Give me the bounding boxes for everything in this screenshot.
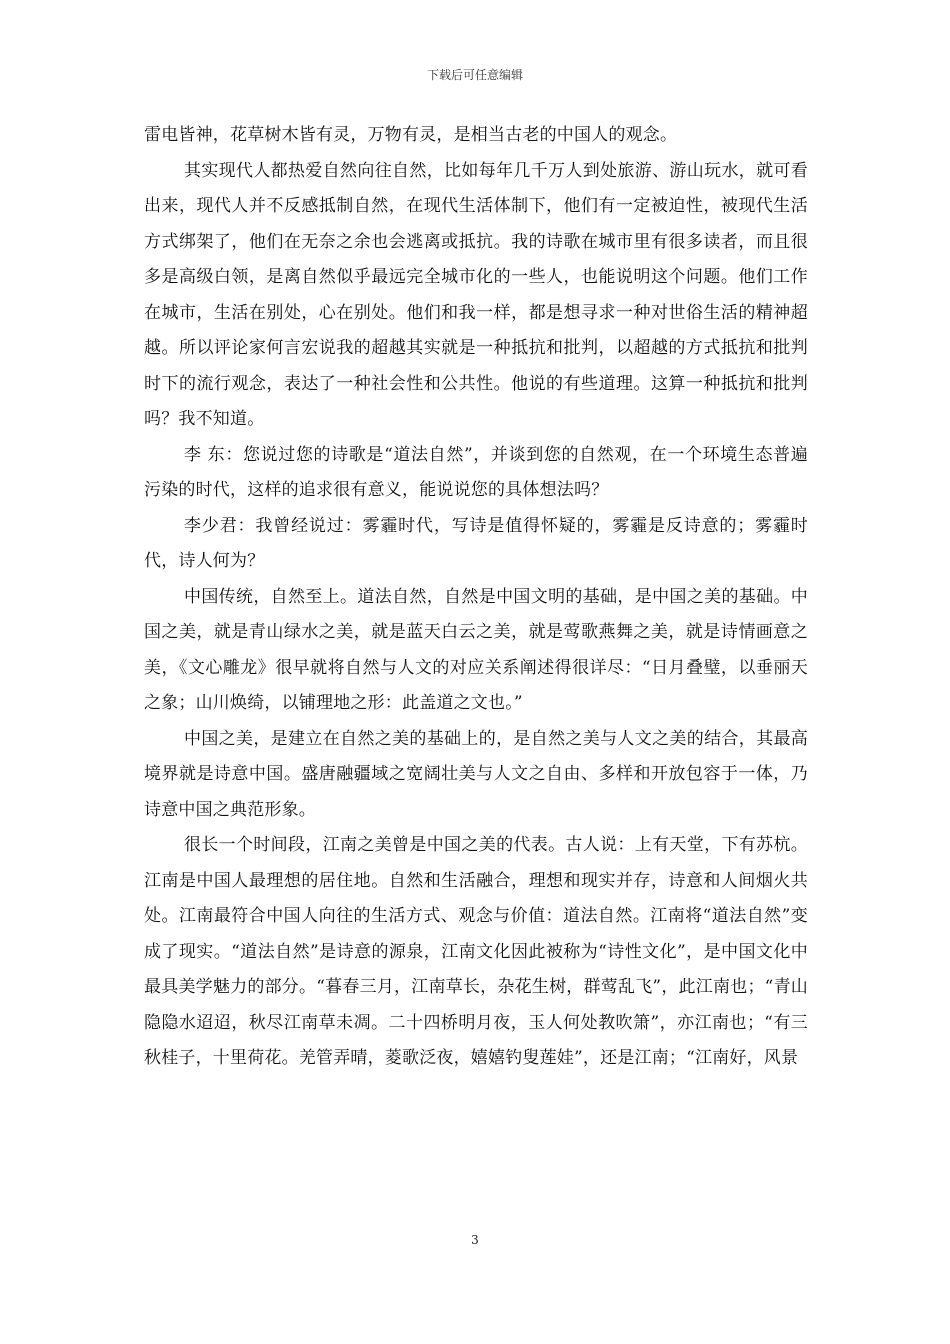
paragraph: 中国传统，自然至上。道法自然，自然是中国文明的基础，是中国之美的基础。中国之美，就是青山绿水之美，就是蓝天白云之美，就是莺歌燕舞之美，就是诗情画意之美，《文心雕龙》很早就将自然与人文的对应关系阐述得很详尽：“日月叠璧，以垂丽天之象；山川焕绮，以铺理地之形：此盖道之文也。” [144, 586, 808, 713]
paragraph: 李少君：我曾经说过：雾霾时代，写诗是值得怀疑的，雾霾是反诗意的；雾霾时代，诗人何为？ [144, 515, 808, 571]
paragraph: 很长一个时间段，江南之美曾是中国之美的代表。古人说：上有天堂，下有苏杭。江南是中国人最理想的居住地。自然和生活融合，理想和现实并存，诗意和人间烟火共处。江南最符合中国人向往的生活方式、观念与价值：道法自然。江南将“道法自然”变成了现实。“道法自然”是诗意的源泉，江南文化因此被称为“诗性文化”，是中国文化中最具美学魅力的部分。“暮春三月，江南草长，杂花生树，群莺乱飞”，此江南也；“青山隐隐水迢迢，秋尽江南草未凋。二十四桥明月夜，玉人何处教吹箫”，亦江南也；“有三秋桂子，十里荷花。羌管弄晴，菱歌泛夜，嬉嬉钓叟莲娃”，还是江南；“江南好，风景 [144, 835, 808, 1068]
page-number: 3 [471, 1233, 479, 1247]
paragraph: 雷电皆神，花草树木皆有灵，万物有灵，是相当古老的中国人的观念。 [144, 125, 678, 145]
paragraph: 其实现代人都热爱自然向往自然，比如每年几千万人到处旅游、游山玩水，就可看出来，现代人并不反感抵制自然，在现代生活体制下，他们有一定被迫性，被现代生活方式绑架了，他们在无奈之余也会逃离或抵抗。我的诗歌在城市里有很多读者，而且很多是高级白领，是离自然似乎最远完全城市化的一些人，也能说明这个问题。他们工作在城市，生活在别处，心在别处。他们和我一样，都是想寻求一种对世俗生活的精神超越。所以评论家何言宏说我的超越其实就是一种抵抗和批判，以超越的方式抵抗和批判时下的流行观念，表达了一种社会性和公共性。他说的有些道理。这算一种抵抗和批判吗？我不知道。 [144, 160, 808, 429]
paragraph: 李 东：您说过您的诗歌是“道法自然”，并谈到您的自然观，在一个环境生态普遍污染的时代，这样的追求很有意义，能说说您的具体想法吗？ [144, 444, 808, 500]
page-header: 下载后可任意编辑 [426, 68, 523, 82]
document-body [144, 118, 808, 1077]
paragraph: 中国之美，是建立在自然之美的基础上的，是自然之美与人文之美的结合，其最高境界就是诗意中国。盛唐融疆域之宽阔壮美与人文之自由、多样和开放包容于一体，乃诗意中国之典范形象。 [144, 728, 808, 820]
